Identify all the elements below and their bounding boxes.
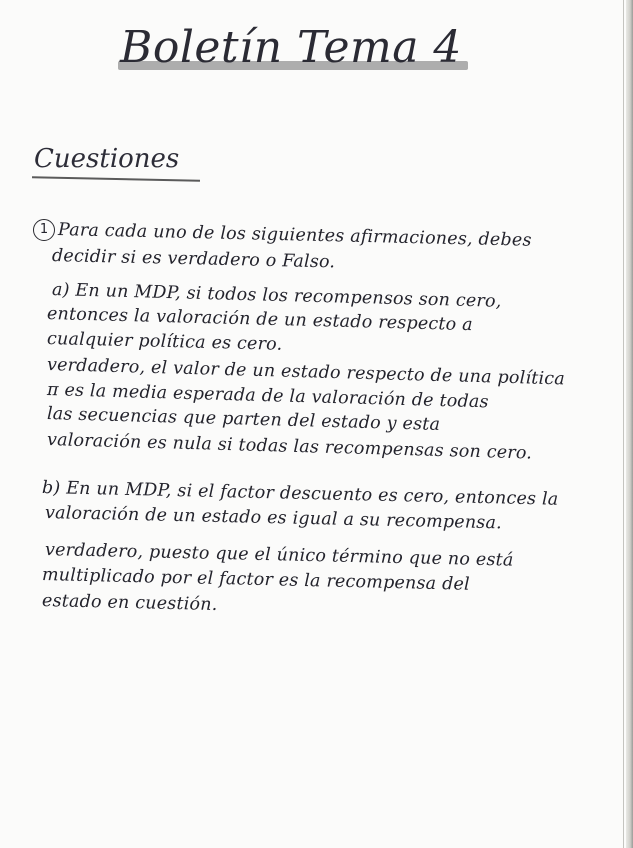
section-heading: Cuestiones	[34, 144, 180, 174]
item-b-statement-line: b) En un MDP, si el factor descuento es cero, entonces la	[41, 478, 559, 510]
item-a-statement-line: cualquier política es cero.	[46, 329, 283, 355]
question-number: 1	[33, 219, 55, 241]
page-title: Boletín Tema 4	[120, 22, 462, 73]
page-edge-line	[623, 0, 624, 848]
item-a-answer-line: valoración es nula si todas las recompensas son cero.	[46, 430, 533, 464]
item-a-answer-line: las secuencias que parten del estado y esta	[46, 404, 441, 435]
item-a-answer-line: π es la media esperada de la valoración de todas	[46, 380, 489, 413]
question-statement-line: decidir si es verdadero o Falso.	[51, 246, 336, 273]
item-b-answer-line: verdadero, puesto que el único término que no está	[44, 540, 514, 571]
item-a-statement-line: a) En un MDP, si todos los recompensos son cero,	[51, 280, 502, 312]
question-statement-line: Para cada uno de los siguientes afirmaciones, debes	[57, 220, 532, 251]
page-edge	[626, 0, 633, 848]
item-a-statement-line: entonces la valoración de un estado respecto a	[46, 304, 474, 336]
item-b-statement-line: valoración de un estado es igual a su recompensa.	[44, 503, 503, 534]
item-a-answer-line: verdadero, el valor de un estado respecto de una política	[46, 355, 566, 390]
item-b-answer-line: multiplicado por el factor es la recompensa del	[41, 565, 471, 595]
item-b-answer-line: estado en cuestión.	[41, 591, 218, 615]
